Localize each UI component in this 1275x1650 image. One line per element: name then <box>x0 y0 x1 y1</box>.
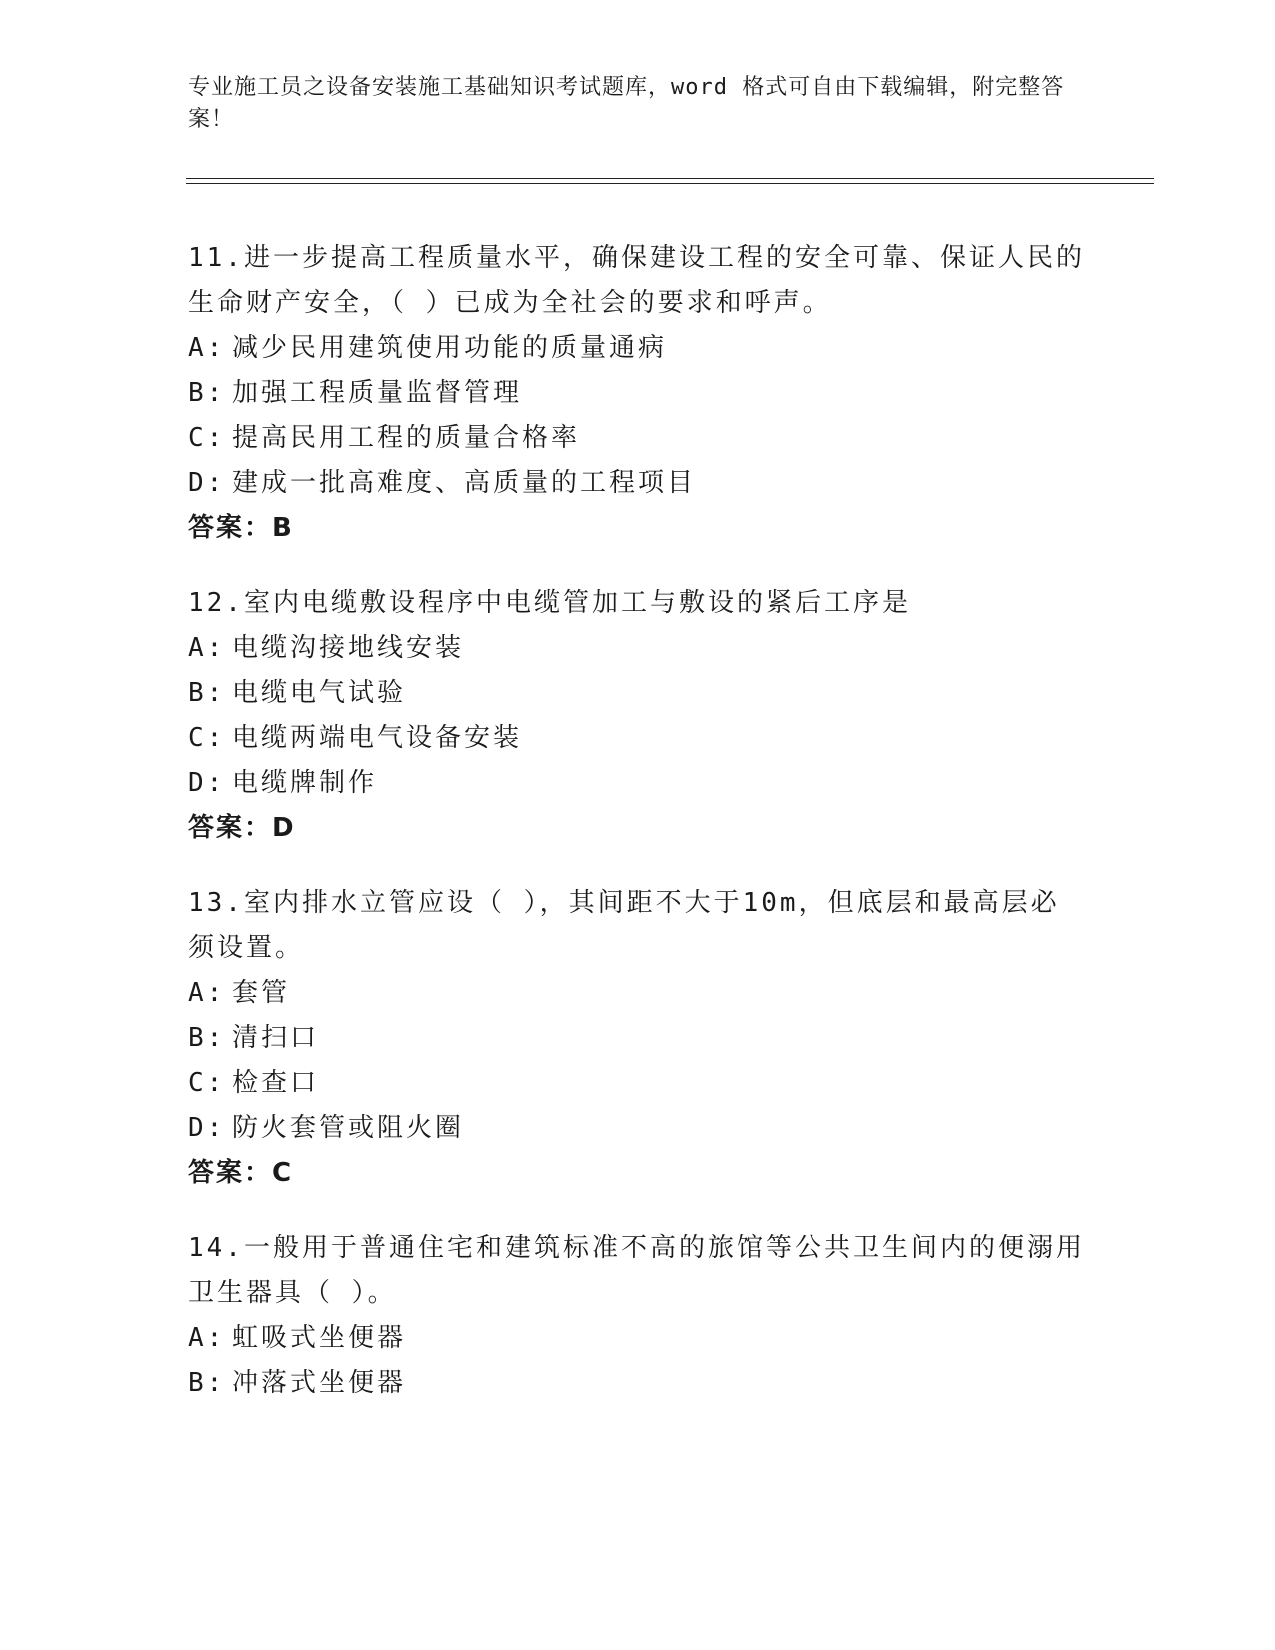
option-b <box>188 1361 1088 1406</box>
question-stem: 13.室内排水立管应设（ ），其间距不大于10m，但底层和最高层必须设置。 <box>188 888 1060 963</box>
option-letter: A: <box>188 333 226 363</box>
option-a <box>188 626 1088 671</box>
question-stem: 14.一般用于普通住宅和建筑标准不高的旅馆等公共卫生间内的便溺用卫生器具（ ）。 <box>188 1233 1085 1308</box>
option-letter: C: <box>188 423 226 453</box>
option-b <box>188 671 1088 716</box>
option-letter: B: <box>188 1023 226 1053</box>
question-stem: 12.室内电缆敷设程序中电缆管加工与敷设的紧后工序是 <box>188 588 911 618</box>
option-text: 建成一批高难度、高质量的工程项目 <box>232 468 697 498</box>
option-text: 减少民用建筑使用功能的质量通病 <box>232 333 668 363</box>
option-text: 电缆沟接地线安装 <box>232 633 465 663</box>
header-divider-bottom <box>186 183 1154 184</box>
answer-label: 答案：D <box>188 813 296 843</box>
document-intro: 专业施工员之设备安装施工基础知识考试题库，word 格式可自由下载编辑，附完整答案！ <box>188 75 1065 132</box>
option-a <box>188 326 1088 371</box>
question-12 <box>188 581 1088 851</box>
option-letter: D: <box>188 1113 226 1143</box>
option-text: 冲落式坐便器 <box>232 1368 407 1398</box>
answer-label: 答案：B <box>188 513 294 543</box>
option-c <box>188 1061 1088 1106</box>
option-text: 电缆牌制作 <box>232 768 378 798</box>
option-letter: B: <box>188 1368 226 1398</box>
option-d <box>188 461 1088 506</box>
question-11 <box>188 236 1088 551</box>
answer-label: 答案：C <box>188 1158 294 1188</box>
option-text: 加强工程质量监督管理 <box>232 378 523 408</box>
option-letter: C: <box>188 723 226 753</box>
option-letter: A: <box>188 1323 226 1353</box>
option-text: 清扫口 <box>232 1023 320 1053</box>
option-d <box>188 761 1088 806</box>
option-text: 电缆电气试验 <box>232 678 407 708</box>
option-b <box>188 371 1088 416</box>
option-letter: B: <box>188 378 226 408</box>
option-letter: D: <box>188 768 226 798</box>
option-text: 电缆两端电气设备安装 <box>232 723 523 753</box>
question-13 <box>188 881 1088 1196</box>
option-a <box>188 971 1088 1016</box>
header-divider-top <box>186 178 1154 179</box>
option-text: 虹吸式坐便器 <box>232 1323 407 1353</box>
question-stem: 11.进一步提高工程质量水平，确保建设工程的安全可靠、保证人民的生命财产安全，（ ）已成为全社会的要求和呼声。 <box>188 243 1085 318</box>
option-letter: C: <box>188 1068 226 1098</box>
option-text: 检查口 <box>232 1068 320 1098</box>
option-letter: B: <box>188 678 226 708</box>
option-d <box>188 1106 1088 1151</box>
option-b <box>188 1016 1088 1061</box>
option-c <box>188 716 1088 761</box>
option-letter: A: <box>188 978 226 1008</box>
question-list <box>188 236 1088 1436</box>
option-text: 提高民用工程的质量合格率 <box>232 423 581 453</box>
option-c <box>188 416 1088 461</box>
question-14 <box>188 1226 1088 1406</box>
option-a <box>188 1316 1088 1361</box>
option-text: 套管 <box>232 978 291 1008</box>
option-letter: A: <box>188 633 226 663</box>
option-letter: D: <box>188 468 226 498</box>
option-text: 防火套管或阻火圈 <box>232 1113 465 1143</box>
